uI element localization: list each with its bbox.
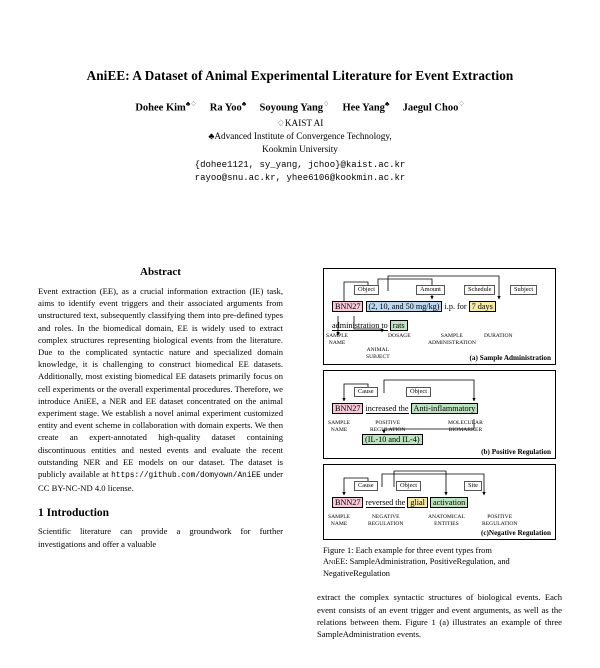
figure-panel-a (323, 268, 556, 365)
page-title: AniEE: A Dataset of Animal Experimental Literature for Event Extraction (86, 68, 514, 83)
tag-subject-a: Subject (510, 285, 537, 295)
right-column (317, 266, 562, 640)
intro-heading: 1 Introduction (38, 507, 110, 520)
abstract-body: Event extraction (EE), as a crucial information extraction (IE) task, aims to identify event triggers and their associated arguments from unstructured text, subsequently classifying them into pre-defined types and roles. In the biomedical domain, EE is widely used to extract complex structures representing biological events from the literature. Due to the complicated syntactic nature and specialized domain knowledge, it is challenging to construct biomedical EE datasets. Additionally, most existing biomedical EE datasets primarily focus on cell experiments or the overall experimental procedures. Therefore, we introduce AniEE, a NER and EE dataset concentrated on the animal experiment stage. We establish a novel animal experiment customized entity and event scheme in collaboration with domain experts. We then create an expert-annotated high-quality dataset containing discontinuous entities and nested events and evaluate the recent outstanding NER and EE models on our dataset. The dataset is publicly available at (38, 286, 283, 480)
panel-b-sentence-line2 (362, 435, 423, 444)
figure-caption-line3: NegativeRegulation (323, 569, 390, 579)
author-4: Hee Yang (342, 102, 385, 114)
tag-site-c: Site (464, 481, 482, 491)
label-anatomical-entities-c: ANATOMICAL ENTITIES (428, 514, 465, 527)
label-positive-regulation-b: POSITIVE REGULATION (370, 420, 406, 433)
figure-caption-line2: : SampleAdministration, PositiveRegulation, and (345, 557, 510, 567)
author-list (0, 100, 600, 116)
panel-b-sentence: BNN27 increased the Anti-inflammatory (332, 404, 478, 413)
tag-schedule-a: Schedule (464, 285, 495, 295)
label-sample-name-c: SAMPLE NAME (328, 514, 351, 527)
tag-object-b: Object (406, 387, 431, 397)
author-1: Dohee Kim (135, 102, 186, 114)
affiliation-2: ♣Advanced Institute of Convergence Technology, (208, 130, 392, 141)
figure-caption-dataset: AniEE (323, 557, 346, 567)
figure-1 (323, 268, 556, 579)
label-sample-name-b: SAMPLE NAME (328, 420, 351, 433)
author-5-marks: ♢ (458, 100, 465, 108)
figure-caption-line1: Figure 1: Each example for three event types from (323, 546, 492, 555)
paper-page (0, 68, 600, 668)
panel-c-caption: (c)Negative Regulation (480, 529, 551, 537)
label-negative-regulation-c: NEGATIVE REGULATION (368, 514, 404, 527)
author-5: Jaegul Choo (402, 102, 459, 114)
trigger-c: BNN27 (332, 497, 363, 508)
label-sample-administration-a: SAMPLE ADMINISTRATION (428, 333, 476, 346)
trigger-b: BNN27 (332, 403, 363, 414)
figure-caption (323, 545, 556, 579)
panel-a-sentence (332, 302, 496, 311)
label-molecular-biomarker-b: MOLECULAR BIOMARKER (448, 420, 483, 433)
email-line-1: {dohee1121, sy_yang, jchoo}@kaist.ac.kr (194, 160, 406, 171)
label-dosage-a: DOSAGE (388, 333, 411, 339)
figure-panel-b (323, 370, 556, 459)
left-column (38, 266, 283, 550)
tag-cause-c: Cause (354, 481, 378, 491)
author-4-marks: ♣ (384, 100, 390, 108)
abstract-url[interactable]: https://github.com/domyown/AniEE (111, 472, 261, 481)
right-column-paragraph: extract the complex syntactic structures of biological events. Each event consists of an event trigger and event arguments, as well as the relations between them. Figure 1 (a) illustrates an example of three SampleAdministration events. (317, 592, 562, 640)
affiliation-1: ♢KAIST AI (276, 117, 324, 128)
panel-a-arrows (324, 269, 557, 366)
label-animal-subject-a: ANIMAL SUBJECT (366, 347, 390, 360)
tag-amount-a: Amount (416, 285, 445, 295)
tag-object-c: Object (396, 481, 421, 491)
intro-paragraph: Scientific literature can provide a groundwork for further investigations and offer a valuable (38, 526, 283, 549)
panel-a-args: (2, 10, and 50 mg/kg) i.p. for 7 days (366, 301, 496, 312)
affiliation-3: Kookmin University (262, 143, 338, 154)
abstract-text (38, 285, 283, 494)
label-duration-a: DURATION (484, 333, 513, 339)
figure-panel-c (323, 464, 556, 540)
label-positive-regulation-c: POSITIVE REGULATION (482, 514, 518, 527)
panel-b-arrows (324, 371, 557, 460)
panel-a-sentence-line2: administration to rats (332, 321, 408, 330)
email-line-2: rayoo@snu.ac.kr, yhee6106@kookmin.ac.kr (194, 173, 406, 184)
panel-c-sentence: BNN27 reversed the glial activation (332, 498, 468, 507)
author-2-marks: ♣ (241, 100, 247, 108)
panel-b-caption: (b) Positive Regulation (481, 448, 551, 456)
abstract-heading: Abstract (140, 266, 181, 278)
two-column-body (38, 266, 562, 668)
author-2: Ra Yoo (209, 102, 242, 114)
author-1-marks: ♣♢ (185, 100, 197, 108)
author-3: Soyoung Yang (259, 102, 324, 114)
panel-b-args: (IL-10 and IL-4) (362, 434, 423, 445)
label-sample-name-a: SAMPLE NAME (326, 333, 349, 346)
tag-cause-b: Cause (354, 387, 378, 397)
trigger-a: BNN27 (332, 301, 363, 312)
author-3-marks: ♢ (323, 100, 330, 108)
abstract-tail: under CC BY-NC-ND 4.0 license. (38, 469, 284, 494)
email-block (0, 159, 600, 185)
panel-a-caption: (a) Sample Administration (469, 354, 551, 362)
tag-object-a: Object (354, 285, 379, 295)
